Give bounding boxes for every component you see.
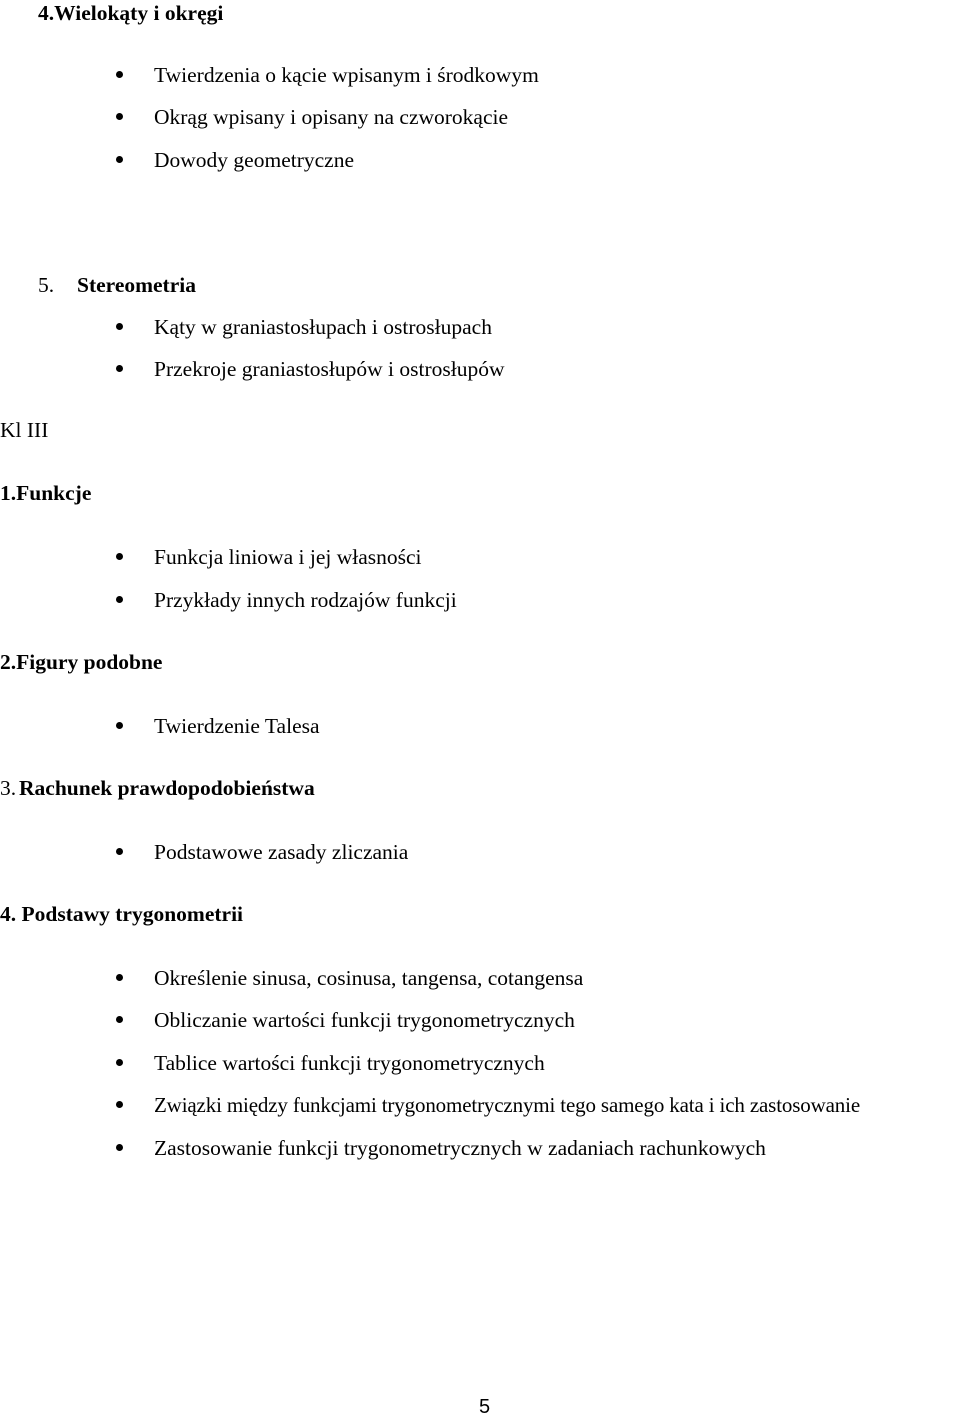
list-item: Określenie sinusa, cosinusa, tangensa, cotangensa [154,966,584,990]
list-item: Przykłady innych rodzajów funkcji [154,588,457,612]
list-item: Związki między funkcjami trygonometrycznymi tego samego kata i ich zastosowanie [154,1093,861,1117]
bullet-icon [116,974,123,981]
list-item: Podstawowe zasady zliczania [154,840,409,864]
bullet-icon [116,1016,123,1023]
bullet-icon [116,113,123,120]
list-item: Zastosowanie funkcji trygonometrycznych w zadaniach rachunkowych [154,1136,766,1160]
list-item: Tablice wartości funkcji trygonometrycznych [154,1051,545,1075]
bullet-icon [116,1059,123,1066]
list-item: Okrąg wpisany i opisany na czworokącie [154,105,509,129]
page-number: 5 [479,1396,491,1418]
bullet-icon [116,1144,123,1151]
section-title-rachunek: Rachunek prawdopodobieństwa [19,776,315,800]
section-heading-wielokaty: 4.Wielokąty i okręgi [38,1,224,25]
class-label: Kl III [0,418,49,442]
list-item: Funkcja liniowa i jej własności [154,545,422,569]
bullet-icon [116,722,123,729]
section-heading-funkcje: 1.Funkcje [0,481,92,505]
bullet-icon [116,553,123,560]
list-item: Obliczanie wartości funkcji trygonometrycznych [154,1008,575,1032]
section-number-rachunek: 3. [0,776,17,800]
list-item: Twierdzenia o kącie wpisanym i środkowym [154,63,539,87]
bullet-icon [116,596,123,603]
bullet-icon [116,365,123,372]
section-heading-trygonometria: 4. Podstawy trygonometrii [0,902,244,926]
list-item: Kąty w graniastosłupach i ostrosłupach [154,315,492,339]
bullet-icon [116,71,123,78]
section-title-stereometria: Stereometria [77,273,196,297]
list-item: Dowody geometryczne [154,148,354,172]
list-item: Przekroje graniastosłupów i ostrosłupów [154,357,505,381]
list-item: Twierdzenie Talesa [154,714,320,738]
section-number-stereometria: 5. [38,273,55,297]
section-heading-figury: 2.Figury podobne [0,650,163,674]
bullet-icon [116,156,123,163]
bullet-icon [116,323,123,330]
bullet-icon [116,848,123,855]
bullet-icon [116,1101,123,1108]
